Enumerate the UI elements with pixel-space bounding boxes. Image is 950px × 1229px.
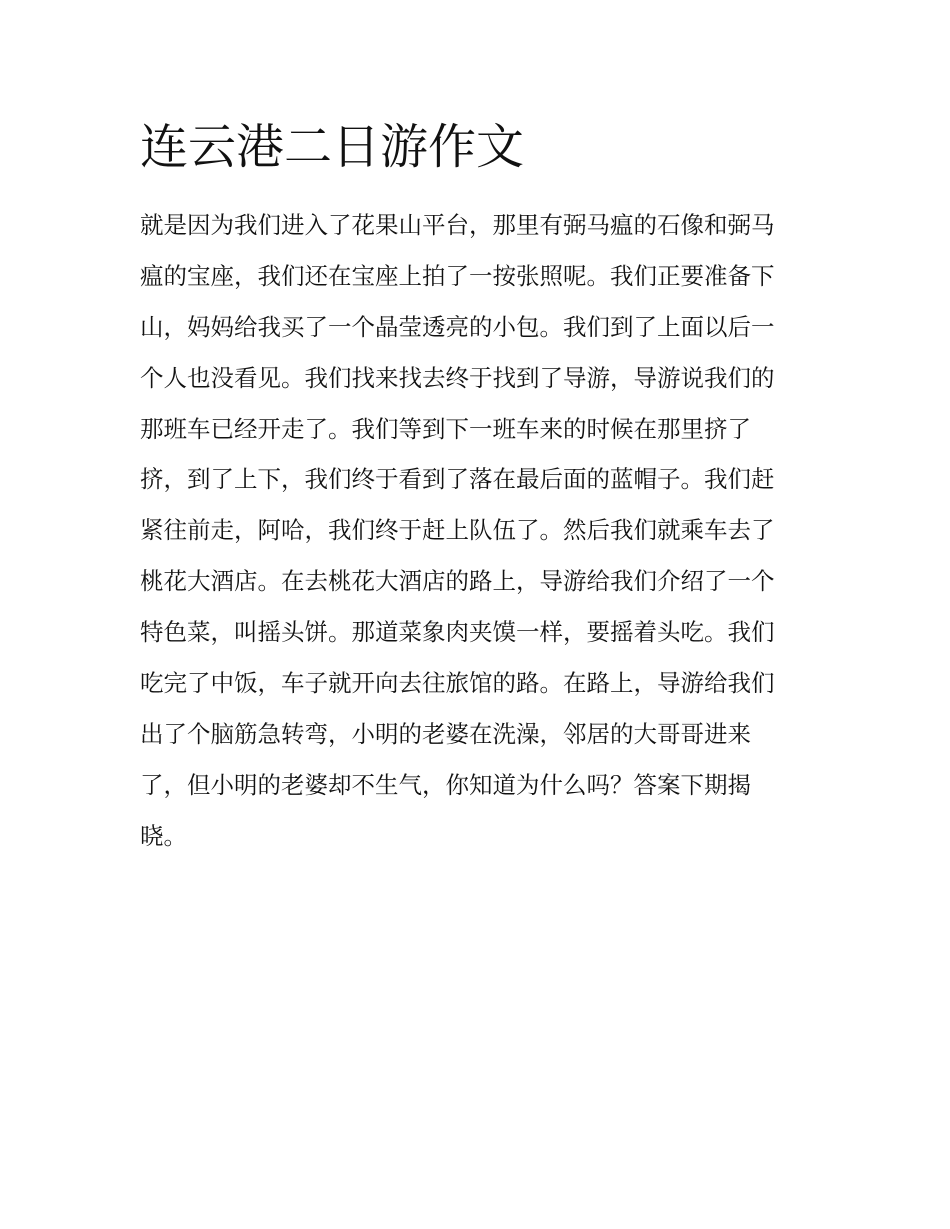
- document-body: [140, 200, 830, 862]
- body-line: 了，但小明的老婆却不生气，你知道为什么吗？答案下期揭: [140, 770, 751, 799]
- body-line: 桃花大酒店。在去桃花大酒店的路上，导游给我们介绍了一个: [140, 567, 775, 596]
- document-title: 连云港二日游作文: [140, 119, 525, 175]
- body-line: 出了个脑筋急转弯，小明的老婆在洗澡，邻居的大哥哥进来: [140, 719, 751, 748]
- body-line: 吃完了中饭，车子就开向去往旅馆的路。在路上，导游给我们: [140, 669, 775, 698]
- body-line: 就是因为我们进入了花果山平台，那里有弼马瘟的石像和弼马: [140, 211, 775, 239]
- body-line: 瘟的宝座，我们还在宝座上拍了一按张照呢。我们正要准备下: [140, 261, 775, 290]
- body-line: 特色菜，叫摇头饼。那道菜象肉夹馍一样，要摇着头吃。我们: [140, 618, 775, 647]
- body-line: 挤，到了上下，我们终于看到了落在最后面的蓝帽子。我们赶: [140, 465, 775, 494]
- body-line: 山，妈妈给我买了一个晶莹透亮的小包。我们到了上面以后一: [140, 312, 775, 341]
- body-line: 晓。: [140, 821, 187, 850]
- body-line: 紧往前走，阿哈，我们终于赶上队伍了。然后我们就乘车去了: [140, 516, 775, 545]
- body-line: 个人也没看见。我们找来找去终于找到了导游，导游说我们的: [140, 363, 775, 392]
- body-line: 那班车已经开走了。我们等到下一班车来的时候在那里挤了: [140, 414, 751, 443]
